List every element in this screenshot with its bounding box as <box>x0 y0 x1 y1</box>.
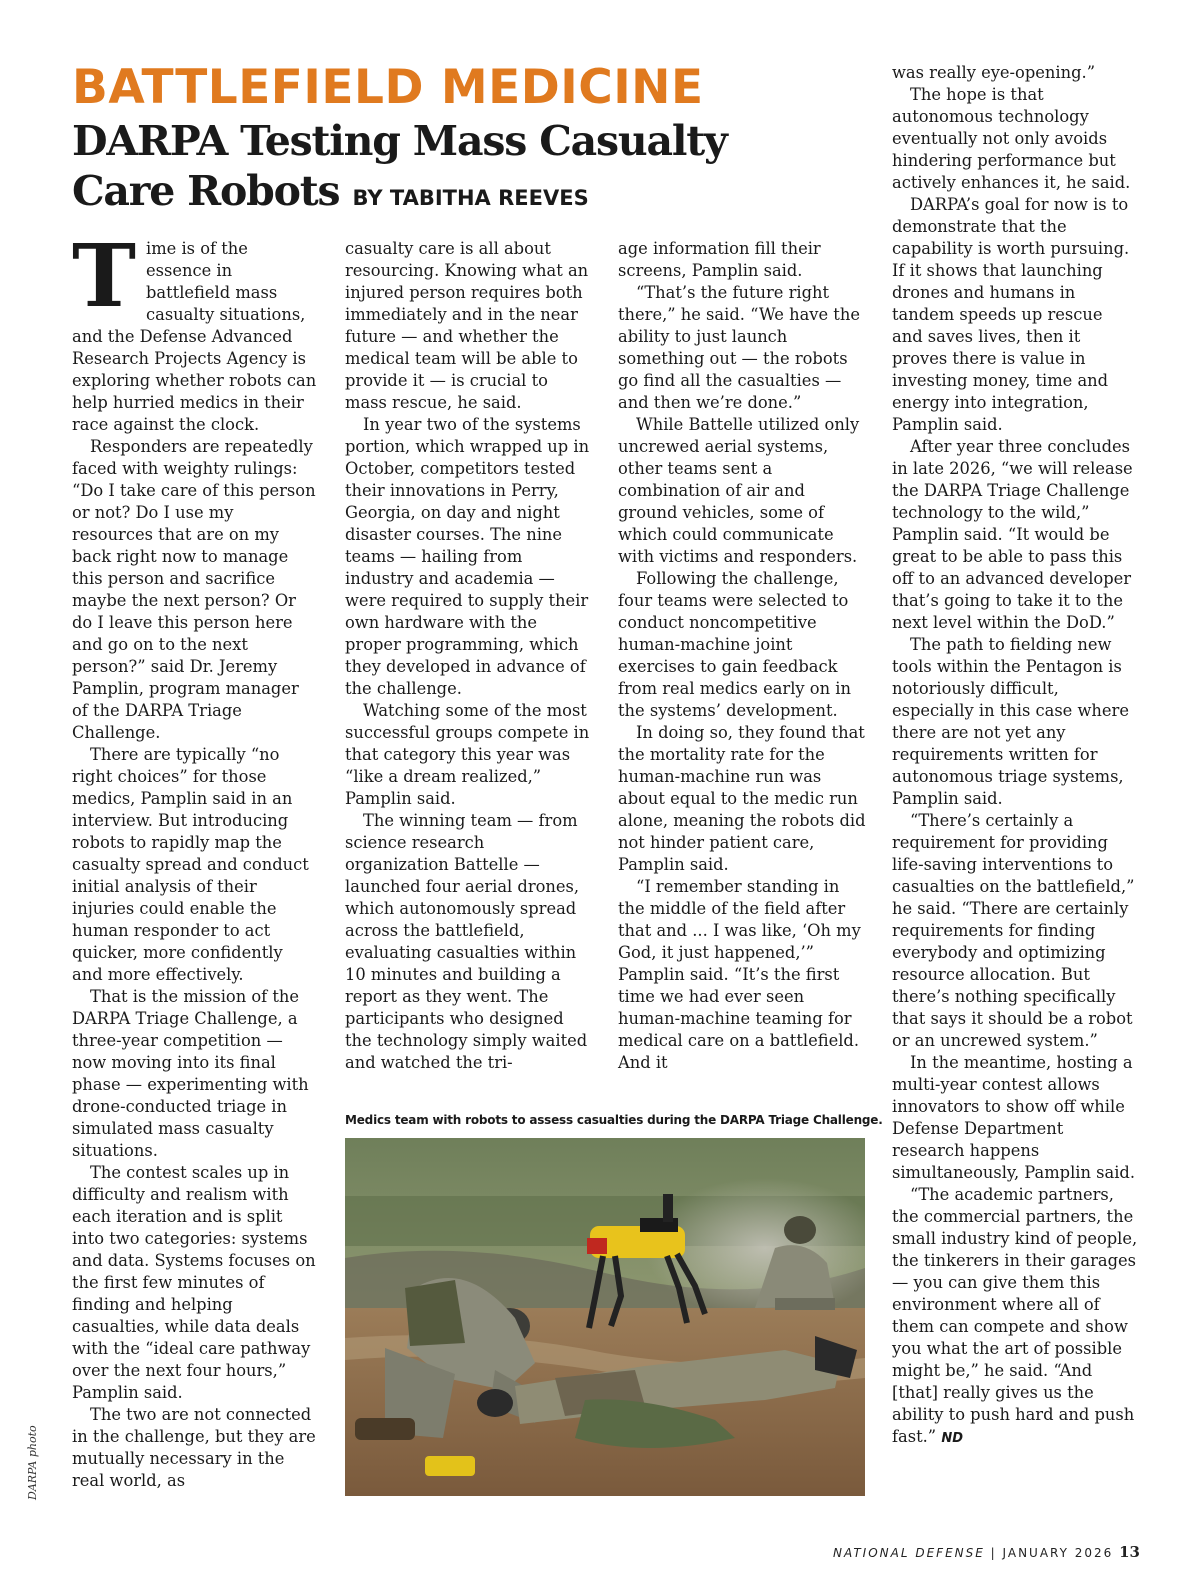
paragraph <box>72 226 318 436</box>
drop-cap: T <box>72 226 136 327</box>
paragraph-text: “The academic partners, the commercial partners, the small industry kind of people, the tinkerers in their garages — you can give them this environment where all of them can compete and show you what the art of possible might be,” he said. “And [that] really gives us the ability to push hard and push fast.” <box>892 1185 1138 1446</box>
page-footer <box>833 1543 1140 1561</box>
paragraph <box>892 1184 1138 1450</box>
byline: BY TABITHA REEVES <box>352 186 589 210</box>
end-sign-off: ND <box>941 1431 963 1446</box>
footer-separator: | <box>990 1546 997 1560</box>
paragraph: In doing so, they found that the mortality rate for the human-machine run was about equal to the medic run alone, meaning the robots did not hinder patient care, Pamplin said. <box>618 723 866 874</box>
photo-credit: DARPA photo <box>26 1425 39 1500</box>
paragraph: Watching some of the most successful groups compete in that category this year was “like a dream realized,” Pamplin said. <box>345 701 590 808</box>
paragraph: In the meantime, hosting a multi-year contest allows innovators to show off while Defense Department research happens simultaneously, Pamplin said. <box>892 1053 1136 1182</box>
article-column-4 <box>892 62 1138 1500</box>
paragraph: casualty care is all about resourcing. Knowing what an injured person requires both immediately and in the near future — and whether the medical team will be able to provide it — is crucial to mass rescue, he said. <box>345 239 589 412</box>
issue-date: JANUARY 2026 <box>1002 1546 1114 1560</box>
article-column-3 <box>618 238 868 1090</box>
yellow-pouch <box>425 1456 475 1476</box>
paragraph: Responders are repeatedly faced with weighty rulings: “Do I take care of this person or not? Do I use my resources that are on my back right now to manage this person and sacrifice maybe the next person? Or do I leave this person here and go on to the next person?” said Dr. Jeremy Pamplin, program manager of the DARPA Triage Challenge. <box>72 437 316 742</box>
publication-name: NATIONAL DEFENSE <box>833 1546 985 1560</box>
article-headline <box>72 116 792 223</box>
paragraph: “There’s certainly a requirement for providing life-saving interventions to casualties on the battlefield,” he said. “There are certainly requirements for finding everybody and optimizing resource allocation. But there’s nothing specifically that says it should be a robot or an uncrewed system.” <box>892 811 1135 1050</box>
page-number: 13 <box>1119 1543 1140 1561</box>
paragraph: The two are not connected in the challenge, but they are mutually necessary in the real world, as <box>72 1405 316 1490</box>
article-photo <box>345 1138 865 1496</box>
paragraph: The hope is that autonomous technology eventually not only avoids hindering performance but actively enhances it, he said. <box>892 85 1131 192</box>
paragraph: After year three concludes in late 2026, “we will release the DARPA Triage Challenge technology to the wild,” Pamplin said. “It would be great to be able to pass this off to an advanced developer that’s going to take it to the next level within the DoD.” <box>892 437 1133 632</box>
paragraph: The path to fielding new tools within the Pentagon is notoriously difficult, especially in this case where there are not yet any requirements written for autonomous triage systems, Pamplin said. <box>892 635 1129 808</box>
article-column-1 <box>72 226 318 1500</box>
paragraph: The winning team — from science research organization Battelle — launched four aerial drones, which autonomously spread across the battlefield, evaluating casualties within 10 minutes and building a report as they went. The participants who designed the technology simply waited and watched the tri- <box>345 811 588 1072</box>
paragraph: There are typically “no right choices” for those medics, Pamplin said in an interview. But introducing robots to rapidly map the casualty spread and conduct initial analysis of their injuries could enable the human responder to act quicker, more confidently and more effectively. <box>72 745 309 984</box>
headline-text: DARPA Testing Mass Casualty Care Robots <box>72 117 727 215</box>
paragraph: The contest scales up in difficulty and realism with each iteration and is split into two categories: systems and data. Systems focuses on the first few minutes of finding and helping casualties, while data deals with the “ideal care pathway over the next four hours,” Pamplin said. <box>72 1163 316 1402</box>
photo-illustration <box>345 1138 865 1496</box>
photo-caption: Medics team with robots to assess casualties during the DARPA Triage Challenge. <box>345 1113 883 1127</box>
paragraph: “I remember standing in the middle of the field after that and ... I was like, ‘Oh my God, it just happened,’” Pamplin said. “It’s the first time we had ever seen human-machine teaming for medical care on a battlefield. And it <box>618 877 861 1072</box>
paragraph: That is the mission of the DARPA Triage Challenge, a three-year competition — now moving into its final phase — experimenting with drone-conducted triage in simulated mass casualty situations. <box>72 987 309 1160</box>
section-kicker: BATTLEFIELD MEDICINE <box>72 60 704 115</box>
paragraph: was really eye-opening.” <box>892 63 1096 82</box>
paragraph: In year two of the systems portion, which wrapped up in October, competitors tested their innovations in Perry, Georgia, on day and night disaster courses. The nine teams — hailing from industry and academia — were required to supply their own hardware with the proper programming, which they developed in advance of the challenge. <box>345 415 590 698</box>
paragraph: DARPA’s goal for now is to demonstrate that the capability is worth pursuing. If it shows that launching drones and humans in tandem speeds up rescue and saves lives, then it proves there is value in investing money, time and energy into integration, Pamplin said. <box>892 195 1130 434</box>
paragraph-text: ime is of the essence in battlefield mass casualty situations, and the Defense Advanced Research Projects Agency is exploring whether robots can help hurried medics in their race against the clock. <box>72 239 317 434</box>
paragraph: While Battelle utilized only uncrewed aerial systems, other teams sent a combination of air and ground vehicles, some of which could communicate with victims and responders. <box>618 415 860 566</box>
paragraph: Following the challenge, four teams were selected to conduct noncompetitive human-machine joint exercises to gain feedback from real medics early on in the systems’ development. <box>618 569 851 720</box>
paragraph: age information fill their screens, Pamplin said. <box>618 239 821 280</box>
paragraph: “That’s the future right there,” he said. “We have the ability to just launch something out — the robots go find all the casualties — and then we’re done.” <box>618 283 860 412</box>
article-column-2 <box>345 238 591 1090</box>
